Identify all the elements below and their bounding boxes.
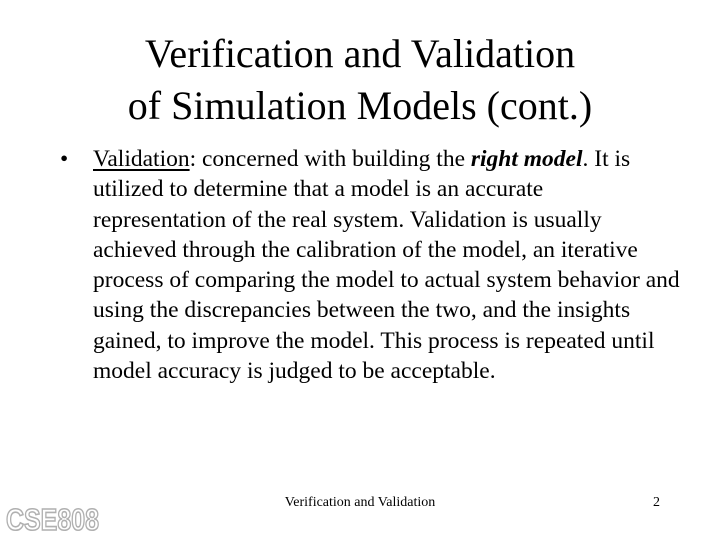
bullet-text-intro: : concerned with building the xyxy=(189,146,471,172)
course-logo-icon xyxy=(4,486,102,536)
page-number: 2 xyxy=(653,495,660,510)
emphasis-right: right xyxy=(470,146,518,172)
bullet-item xyxy=(60,144,680,386)
bullet-text-body: . It is utilized to determine that a model is an accurate representation of the real system. Validation is usually achieved through the calibration of the model, an iterative process of comparing the model to actual system behavior and using the discrepancies between the two, and the insights gained, to improve the model. This process is repeated until model accuracy is judged to be acceptable. xyxy=(93,146,680,385)
footer-title: Verification and Validation xyxy=(284,495,436,510)
bullet-icon: • xyxy=(60,146,69,172)
bullet-text xyxy=(93,144,680,386)
slide-title xyxy=(0,28,720,132)
emphasis-model: model xyxy=(523,146,583,172)
title-line-1: Verification and Validation xyxy=(144,31,576,76)
term-validation: Validation xyxy=(93,146,190,172)
course-logo-text: CSE808 xyxy=(6,502,99,537)
title-line-2: of Simulation Models (cont.) xyxy=(127,83,593,128)
